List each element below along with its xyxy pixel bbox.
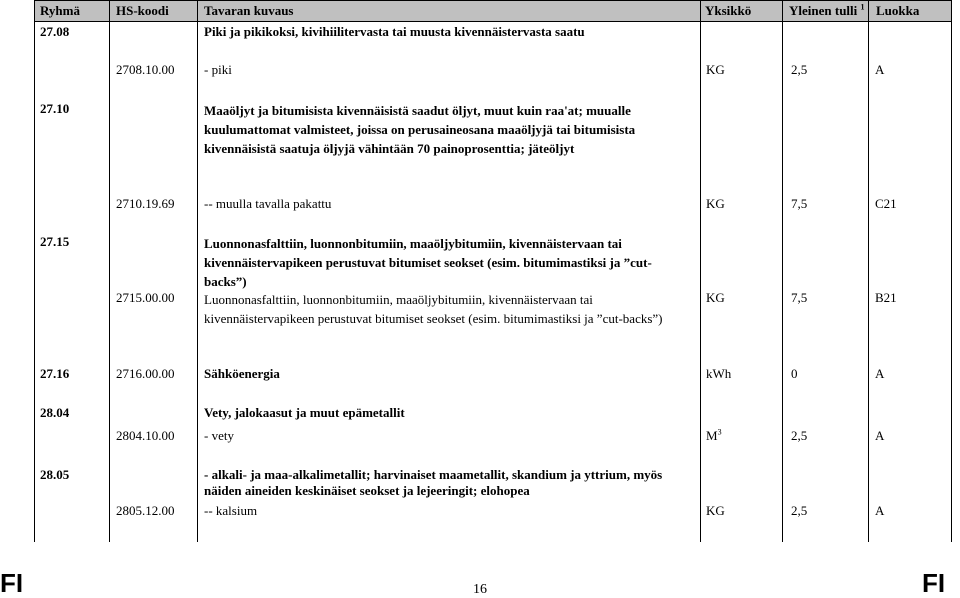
row-unit: KG (706, 196, 725, 211)
row-code: 2715.00.00 (116, 290, 175, 305)
footer-language-right: FI (922, 568, 946, 598)
row-class: C21 (875, 196, 897, 211)
row-description: Luonnonasfalttiin, luonnonbitumiin, maaöljybitumiin, kivennäistervaan tai kivennäistervapikeen perustuvat bitumiset seokset (esim. bitumimastiksi ja ”cut-backs”) (204, 236, 652, 289)
column-rule (197, 0, 198, 542)
row-class: A (875, 366, 885, 381)
row-unit-label: M (706, 428, 718, 443)
row-rate: 2,5 (791, 503, 808, 518)
row-code: 2805.12.00 (116, 503, 175, 518)
row-unit: KG (706, 503, 725, 518)
row-description: - vety (204, 428, 234, 443)
row-description: Sähköenergia (204, 366, 280, 381)
row-unit-exponent: 3 (717, 427, 722, 437)
header-group: Ryhmä (40, 3, 80, 18)
header-tariff-footnote: 1 (860, 2, 865, 12)
row-group: 27.16 (40, 366, 70, 381)
header-tariff (789, 3, 865, 19)
row-rate: 2,5 (791, 62, 808, 77)
row-description: -- muulla tavalla pakattu (204, 196, 332, 211)
footer-language-left: FI (0, 568, 24, 598)
header-class: Luokka (876, 3, 920, 18)
row-code: 2710.19.69 (116, 196, 175, 211)
row-description: -- kalsium (204, 503, 258, 518)
row-description: Luonnonasfalttiin, luonnonbitumiin, maaöljybitumiin, kivennäistervaan tai kivennäistervapikeen perustuvat bitumiset seokset (esim. bitumimastiksi ja ”cut-backs”) (204, 292, 663, 326)
page-number: 16 (473, 582, 487, 597)
row-rate: 7,5 (791, 290, 808, 305)
row-code: 2804.10.00 (116, 428, 175, 443)
row-code: 2716.00.00 (116, 366, 175, 381)
row-unit (706, 428, 722, 444)
row-group: 27.15 (40, 234, 70, 249)
row-group: 27.10 (40, 101, 70, 116)
row-class: A (875, 62, 885, 77)
row-rate: 0 (791, 366, 798, 381)
row-class: A (875, 428, 885, 443)
column-rule (782, 0, 783, 542)
row-description: Vety, jalokaasut ja muut epämetallit (204, 405, 405, 420)
row-code: 2708.10.00 (116, 62, 175, 77)
header-hs-code: HS-koodi (116, 3, 169, 18)
column-rule (700, 0, 701, 542)
column-rule (34, 0, 35, 542)
row-rate: 2,5 (791, 428, 808, 443)
row-unit: kWh (706, 366, 732, 381)
row-group: 28.04 (40, 405, 70, 420)
row-unit: KG (706, 62, 725, 77)
header-unit: Yksikkö (705, 3, 752, 18)
row-group: 28.05 (40, 467, 70, 482)
row-class: B21 (875, 290, 897, 305)
header-tariff-label: Yleinen tulli (789, 3, 858, 18)
row-description: Maaöljyt ja bitumisista kivennäisistä saadut öljyt, muut kuin raa'at; muualle kuulumattomat valmisteet, joissa on perusaineosana maaöljyjä tai bitumisista kivennäisistä saatuja öljyjä vähintään 70 painoprosenttia; jäteöljyt (204, 103, 636, 156)
row-description: - piki (204, 62, 232, 77)
row-class: A (875, 503, 885, 518)
row-description: Piki ja pikikoksi, kivihiilitervasta tai muusta kivennäistervasta saatu (204, 24, 585, 39)
column-rule (951, 0, 952, 542)
column-rule (109, 0, 110, 542)
column-rule (868, 0, 869, 542)
row-description: - alkali- ja maa-alkalimetallit; harvinaiset maametallit, skandium ja yttrium, myös näiden aineiden keskinäiset seokset ja lejeeringit; elohopea (204, 467, 663, 498)
header-description: Tavaran kuvaus (204, 3, 294, 18)
row-rate: 7,5 (791, 196, 808, 211)
row-group: 27.08 (40, 24, 70, 39)
row-unit: KG (706, 290, 725, 305)
